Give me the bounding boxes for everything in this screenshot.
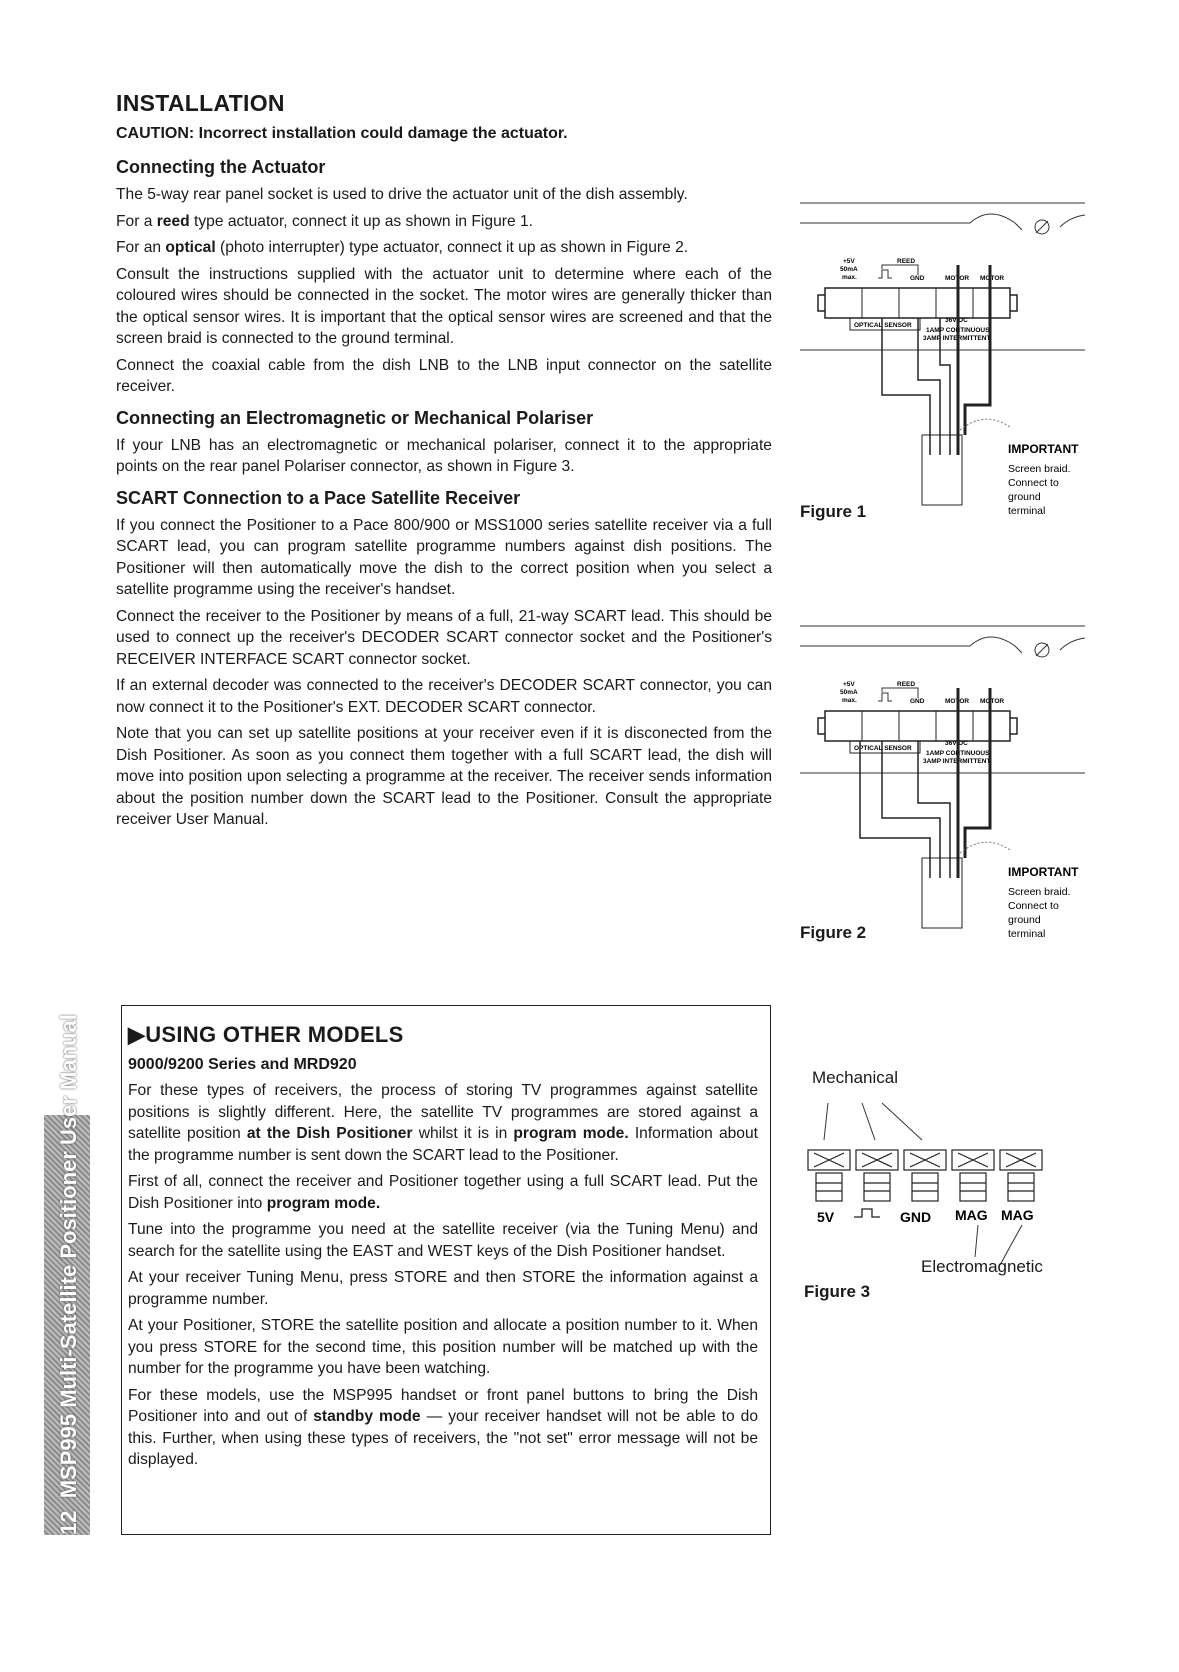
wire xyxy=(860,741,930,878)
triangle-icon: ▶ xyxy=(128,1022,146,1047)
caution-text: CAUTION: Incorrect installation could damage the actuator. xyxy=(116,125,568,142)
connector-block xyxy=(825,288,1010,318)
terminal-block xyxy=(808,1150,1042,1201)
label-gnd: GND xyxy=(910,275,925,282)
label-1amp: 1AMP CONTINUOUS xyxy=(926,750,990,757)
heading-text: USING OTHER MODELS xyxy=(145,1022,404,1047)
sidebar-text xyxy=(46,1014,92,1535)
cable-sheath xyxy=(922,435,962,505)
label-5v: +5V xyxy=(843,681,855,688)
bold-text: program mode. xyxy=(513,1125,629,1142)
other-models-subheading: 9000/9200 Series and MRD920 xyxy=(128,1056,357,1073)
text-run: Information about the programme number is sent down the SCART lead to the Positioner. xyxy=(128,1125,758,1164)
actuator-section xyxy=(116,157,772,836)
text-run: (photo interrupter) type actuator, connect it up as shown in Figure 2. xyxy=(215,239,689,256)
text-run: — your receiver handset will not be able to do this. Further, when using these types of receivers, the "not set" error message will not be displayed. xyxy=(128,1408,758,1468)
other-models-paragraph xyxy=(128,1080,758,1166)
scart-paragraph: Note that you can set up satellite positions at your receiver even if it is disconected from the Dish Positioner. As soon as you connect them together with a full SCART lead, the dish will move into position upon selecting a programme at the receiver. The receiver sends information about the position number down the SCART lead to the Positioner. Consult the appropriate receiver User Manual. xyxy=(116,725,772,828)
label-36v: 36V DC xyxy=(945,740,968,747)
actuator-paragraph: Consult the instructions supplied with the actuator unit to determine where each of the coloured wires should be connected in the socket. The motor wires are generally thicker than the optical sensor wires. It is important that the optical sensor wires are screened and that the screen braid is connected to the ground terminal. xyxy=(116,265,772,347)
other-models-paragraph xyxy=(128,1171,758,1214)
bold-text: at the Dish Positioner xyxy=(246,1125,413,1142)
pin-label: GND xyxy=(900,1209,932,1225)
label-reed: REED xyxy=(897,681,916,688)
label-motor: MOTOR xyxy=(980,698,1005,705)
pin-label: MAG xyxy=(1001,1207,1034,1223)
scart-heading: SCART Connection to a Pace Satellite Receiver xyxy=(116,487,521,508)
label-max: max. xyxy=(842,274,857,281)
actuator-paragraph xyxy=(116,211,772,233)
bold-text: optical xyxy=(165,239,216,256)
figure-3-diagram xyxy=(800,1095,1060,1270)
mech-lead xyxy=(882,1103,922,1140)
label-gnd: GND xyxy=(910,698,925,705)
text-run: For a xyxy=(116,212,157,230)
label-motor: MOTOR xyxy=(945,275,970,282)
other-models-paragraph: At your receiver Tuning Menu, press STORE and then STORE the information against a programme number. xyxy=(128,1269,758,1308)
text-run: First of all, connect the receiver and Positioner together using a full SCART lead. Put the Dish Positioner into xyxy=(128,1173,758,1212)
actuator-heading: Connecting the Actuator xyxy=(116,157,326,177)
figure-1-label: Figure 1 xyxy=(800,502,867,521)
sidebar-strip xyxy=(44,1014,90,1535)
text-run: For these models, use the MSP995 handset or front panel buttons to bring the Dish Positioner into and out of xyxy=(128,1386,758,1425)
text-run: For these types of receivers, the process of storing TV programmes against satellite positions is slightly different. Here, the satellite TV programmes are stored against a satellite position xyxy=(128,1082,758,1142)
important-line: terminal xyxy=(1008,928,1046,940)
label-50ma: 50mA xyxy=(840,266,858,273)
page-title: INSTALLATION xyxy=(116,90,285,116)
other-models-heading xyxy=(128,1022,758,1048)
important-line: terminal xyxy=(1008,505,1046,517)
label-5v: +5V xyxy=(843,258,855,265)
bold-text: standby mode xyxy=(313,1408,421,1425)
label-1amp: 1AMP CONTINUOUS xyxy=(926,327,990,334)
polariser-paragraph: If your LNB has an electromagnetic or mechanical polariser, connect it to the appropriate points on the rear panel Polariser connector, as shown in Figure 3. xyxy=(116,436,772,475)
pulse-icon xyxy=(854,1209,880,1217)
scart-paragraph: Connect the receiver to the Positioner by means of a full, 21-way SCART lead. This should be used to connect up the receiver's DECODER SCART connector socket and the Positioner's RECEIVER INTERFACE SCART connector socket. xyxy=(116,607,772,668)
label-50ma: 50mA xyxy=(840,689,858,696)
actuator-paragraph: Connect the coaxial cable from the dish LNB to the LNB input connector on the satellite receiver. xyxy=(116,356,772,395)
figure-2-label: Figure 2 xyxy=(800,923,867,942)
scart-paragraph: If you connect the Positioner to a Pace 800/900 or MSS1000 series satellite receiver via a full SCART lead, you can program satellite programme numbers against dish positions. The Positioner will then automatically move the dish to the correct position when you select a satellite programme using the receiver's handset. xyxy=(116,516,772,598)
important-line: Connect to xyxy=(1008,900,1059,912)
label-optical-sensor: OPTICAL SENSOR xyxy=(854,322,912,329)
other-models-paragraph: At your Positioner, STORE the satellite position and allocate a position number to it. When you press STORE for the second time, this position number will be matched up with the number for the programme you have been watching. xyxy=(128,1317,758,1377)
connector-block xyxy=(825,711,1010,741)
actuator-paragraph: The 5-way rear panel socket is used to drive the actuator unit of the dish assembly. xyxy=(116,186,688,203)
figure-2-diagram xyxy=(800,618,1100,968)
bold-text: program mode. xyxy=(266,1194,381,1212)
important-line: Connect to xyxy=(1008,477,1059,489)
important-line: Screen braid. xyxy=(1008,886,1071,898)
scart-paragraph: If an external decoder was connected to the receiver's DECODER SCART connector, you can now connect it to the Positioner's EXT. DECODER SCART connector. xyxy=(116,677,772,716)
electromagnetic-label: Electromagnetic xyxy=(921,1257,1043,1276)
label-max: max. xyxy=(842,697,857,704)
pin-label: 5V xyxy=(817,1209,835,1225)
label-motor: MOTOR xyxy=(945,698,970,705)
label-reed: REED xyxy=(897,258,916,265)
pin-label: MAG xyxy=(955,1207,988,1223)
important-line: ground xyxy=(1008,491,1041,503)
other-models-box xyxy=(121,1005,771,1535)
figure-1-diagram xyxy=(800,195,1100,545)
label-3amp: 3AMP INTERMITTENT xyxy=(923,758,991,765)
important-line: ground xyxy=(1008,914,1041,926)
label-motor: MOTOR xyxy=(980,275,1005,282)
important-line: Screen braid. xyxy=(1008,463,1071,475)
important-title: IMPORTANT xyxy=(1008,442,1079,456)
manual-title: MSP995 Multi-Satellite Positioner User Manual xyxy=(56,1014,81,1499)
text-run: For an xyxy=(116,239,166,256)
em-lead xyxy=(975,1225,978,1257)
label-36v: 36V DC xyxy=(945,317,968,324)
actuator-paragraph xyxy=(116,237,772,259)
bold-text: reed xyxy=(156,212,190,230)
mech-lead xyxy=(824,1103,828,1140)
figure-3-label: Figure 3 xyxy=(804,1282,871,1301)
text-run: whilst it is in xyxy=(412,1125,514,1142)
page-number: 12 xyxy=(56,1510,81,1535)
cable-sheath xyxy=(922,858,962,928)
polariser-heading: Connecting an Electromagnetic or Mechanical Polariser xyxy=(116,407,594,428)
label-3amp: 3AMP INTERMITTENT xyxy=(923,335,991,342)
text-run: type actuator, connect it up as shown in Figure 1. xyxy=(189,212,533,230)
dish-curve xyxy=(800,637,1022,653)
important-title: IMPORTANT xyxy=(1008,865,1079,879)
label-optical-sensor: OPTICAL SENSOR xyxy=(854,745,912,752)
dish-curve xyxy=(800,214,1022,230)
other-models-paragraph: Tune into the programme you need at the satellite receiver (via the Tuning Menu) and search for the satellite using the EAST and WEST keys of the Dish Positioner handset. xyxy=(128,1221,758,1260)
other-models-paragraph xyxy=(128,1385,758,1471)
mech-lead xyxy=(862,1103,875,1140)
mechanical-label: Mechanical xyxy=(812,1068,898,1087)
